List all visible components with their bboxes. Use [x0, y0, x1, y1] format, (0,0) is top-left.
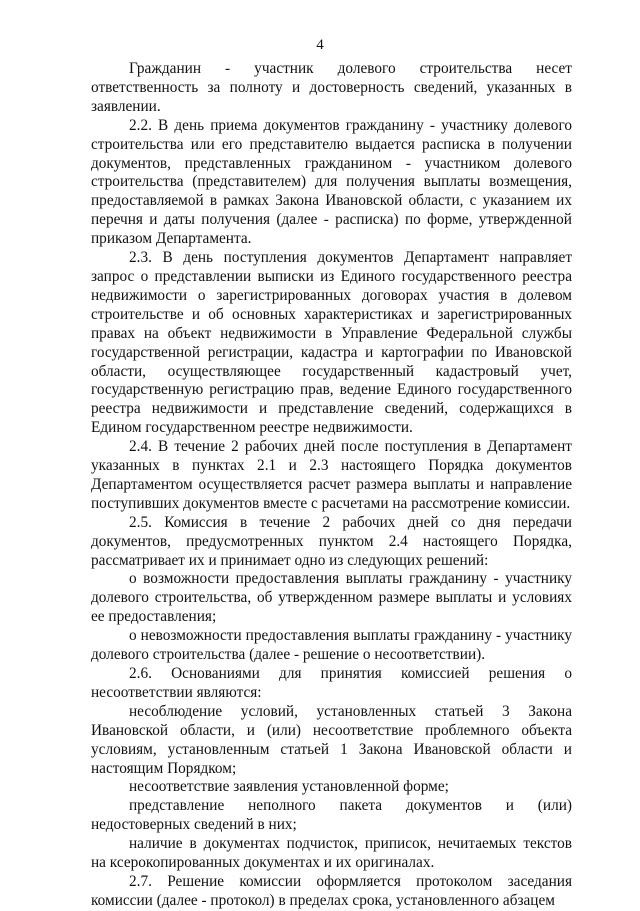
- page-number: 4: [316, 37, 324, 53]
- paragraph-ground-form: несоответствие заявления установленной форме;: [129, 778, 449, 796]
- paragraph-decision-possible: о возможности предоставления выплаты гражданину - участнику долевого строительства, об утвержденном размере выплаты и условиях ее предоставления;: [91, 570, 572, 626]
- paragraph-2-6: 2.6. Основаниями для принятия комиссией решения о несоответствии являются:: [91, 665, 572, 701]
- paragraph-2-7: 2.7. Решение комиссии оформляется протоколом заседания комиссии (далее - протокол) в пределах срока, установленного абзацем: [91, 872, 572, 909]
- paragraph-2-5: 2.5. Комиссия в течение 2 рабочих дней со дня передачи документов, предусмотренных пунктом 2.4 настоящего Порядка, рассматривает их и принимает одно из следующих решений:: [91, 513, 572, 569]
- paragraph-2-4: 2.4. В течение 2 рабочих дней после поступления в Департамент указанных в пунктах 2.1 и 2.3 настоящего Порядка документов Департаментом осуществляется расчет размера выплаты и направление поступивших документов вместе с расчетами на рассмотрение комиссии.: [91, 438, 572, 512]
- paragraph-decision-impossible: о невозможности предоставления выплаты гражданину - участнику долевого строительства (далее - решение о несоответствии).: [91, 627, 572, 664]
- paragraph-2-3: 2.3. В день поступления документов Департамент направляет запрос о представлении выписки из Единого государственного реестра недвижимости о зарегистрированных договорах участия в долевом строительстве и об основных характеристиках и зарегистрированных правах на объект недвижимости в Управление Федеральной службы государственной регистрации, кадастра и картографии по Ивановской области, осуществляющее государственный кадастровый учет, государственную регистрацию прав, ведение Единого государственного реестра недвижимости и представление сведений, содержащихся в Едином государственном реестре недвижимости.: [91, 249, 572, 437]
- document-body: [91, 60, 572, 911]
- paragraph-citizen-responsibility: Гражданин - участник долевого строительства несет ответственность за полноту и достоверность сведений, указанных в заявлении.: [91, 60, 572, 115]
- paragraph-ground-incomplete: представление неполного пакета документов и (или) недостоверных сведений в них;: [91, 797, 572, 834]
- paragraph-ground-erasures: наличие в документах подчисток, приписок, нечитаемых текстов на ксерокопированных документах и их оригиналах.: [91, 835, 572, 872]
- paragraph-ground-conditions: несоблюдение условий, установленных статьей 3 Закона Ивановской области, и (или) несоответствие проблемного объекта условиям, установленным статьей 1 Закона Ивановской области и настоящим Порядком;: [91, 702, 572, 777]
- paragraph-2-2: 2.2. В день приема документов гражданину - участнику долевого строительства или его представителю выдается расписка в получении документов, представленных гражданином - участником долевого строительства (представителем) для получения выплаты возмещения, предоставляемой в рамках Закона Ивановской области, с указанием их перечня и даты получения (далее - расписка) по форме, утвержденной приказом Департамента.: [91, 116, 572, 248]
